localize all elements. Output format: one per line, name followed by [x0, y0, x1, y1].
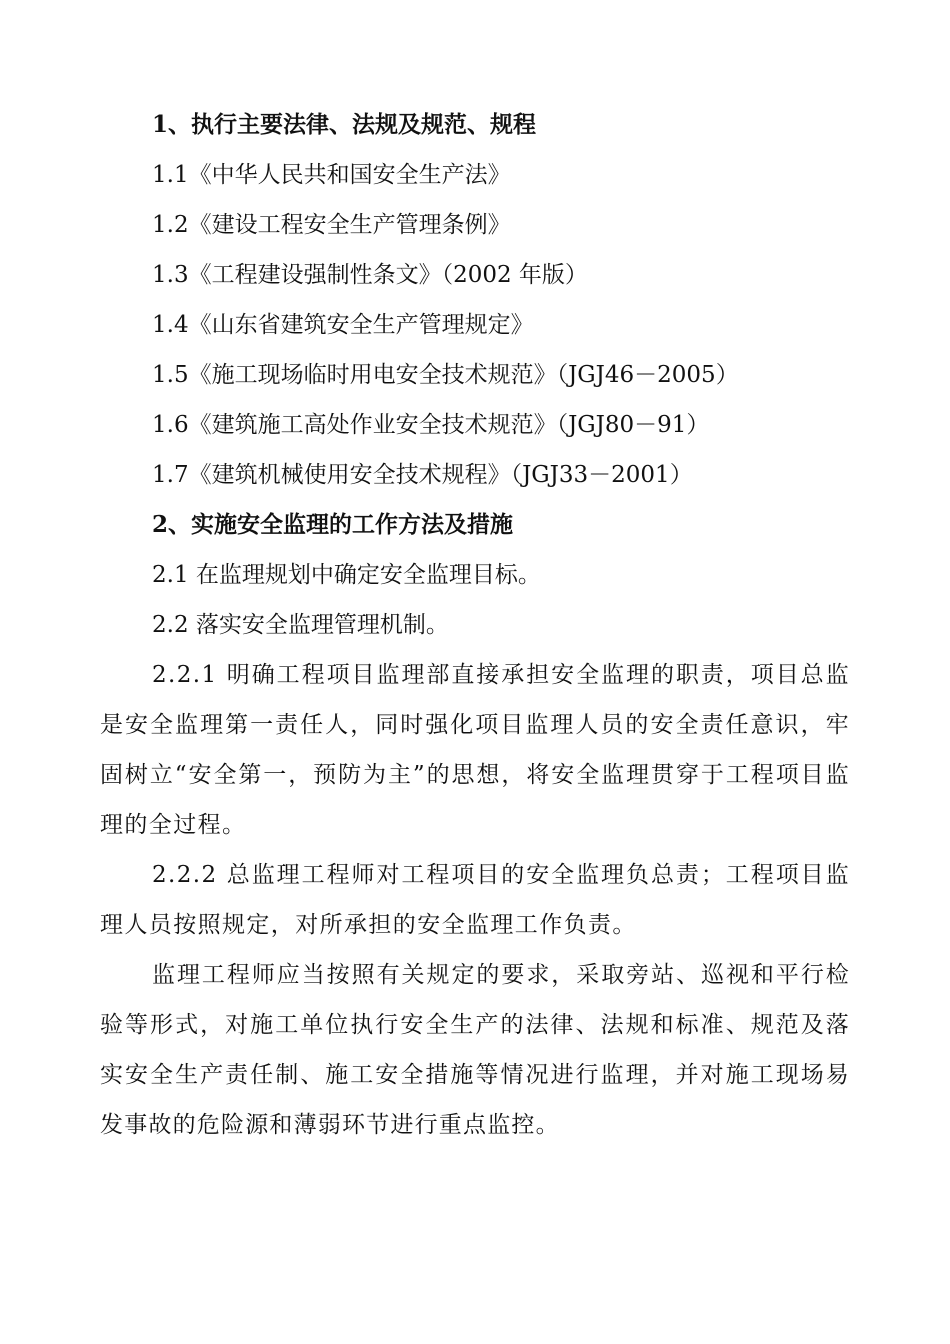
paragraph-supervision: 监理工程师应当按照有关规定的要求，采取旁站、巡视和平行检验等形式，对施工单位执行安全生产的法律、法规和标准、规范及落实安全生产责任制、施工安全措施等情况进行监理，并对施工现场易发事故的危险源和薄弱环节进行重点监控。	[100, 962, 850, 1138]
law-item-1-3: 1.3《工程建设强制性条文》（2002 年版）	[152, 262, 588, 288]
paragraph-2-2-2: 2.2.2 总监理工程师对工程项目的安全监理负总责；工程项目监理人员按照规定，对所承担的安全监理工作负责。	[100, 862, 850, 938]
law-item-1-4: 1.4《山东省建筑安全生产管理规定》	[152, 312, 534, 338]
section-1-heading: 1、执行主要法律、法规及规范、规程	[152, 111, 537, 138]
law-item-1-7: 1.7《建筑机械使用安全技术规程》（JGJ33－2001）	[152, 462, 693, 488]
law-item-1-6: 1.6《建筑施工高处作业安全技术规范》（JGJ80－91）	[152, 412, 710, 438]
section-2-heading: 2、实施安全监理的工作方法及措施	[152, 511, 514, 538]
item-2-2: 2.2 落实安全监理管理机制。	[152, 612, 449, 638]
paragraph-2-2-1: 2.2.1 明确工程项目监理部直接承担安全监理的职责，项目总监是安全监理第一责任人，同时强化项目监理人员的安全责任意识，牢固树立“安全第一，预防为主”的思想，将安全监理贯穿于工程项目监理的全过程。	[100, 662, 850, 838]
law-item-1-2: 1.2《建设工程安全生产管理条例》	[152, 212, 511, 238]
item-2-1: 2.1 在监理规划中确定安全监理目标。	[152, 562, 541, 588]
document-body	[100, 100, 850, 1150]
law-item-1-1: 1.1《中华人民共和国安全生产法》	[152, 162, 511, 188]
law-item-1-5: 1.5《施工现场临时用电安全技术规范》（JGJ46－2005）	[152, 362, 739, 388]
